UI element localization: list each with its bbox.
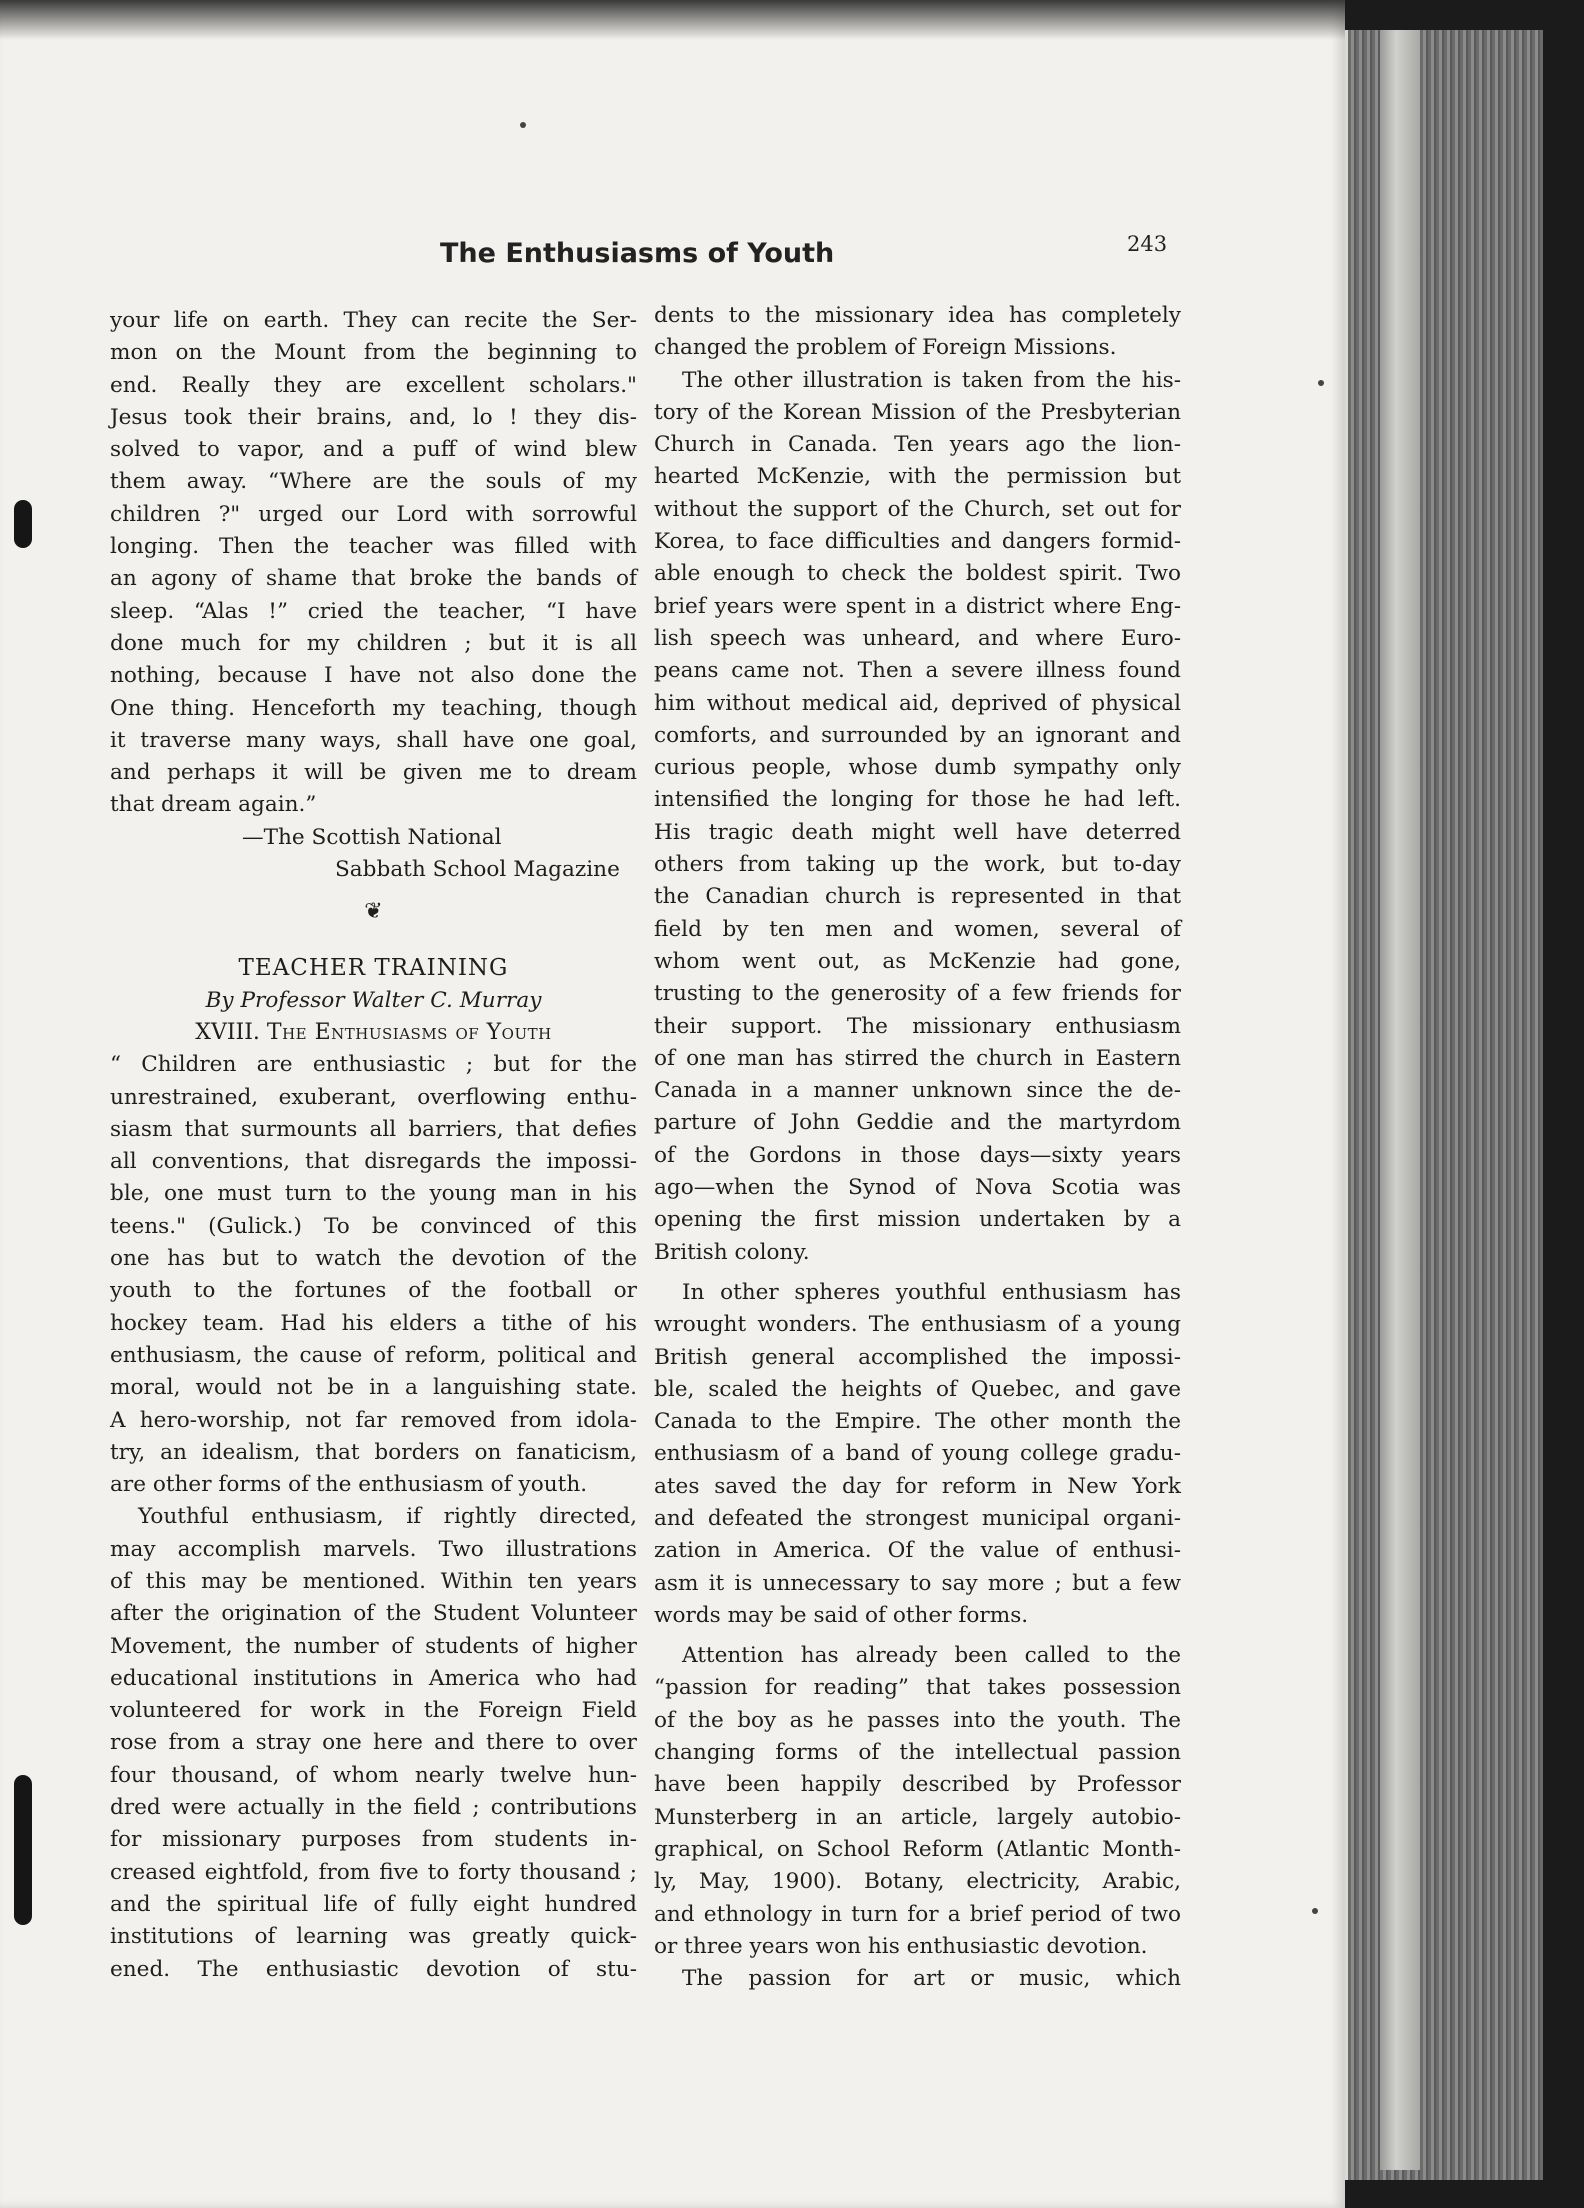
text-line: wrought wonders. The enthusiasm of a young <box>654 1312 1181 1338</box>
paragraph <box>110 1049 637 1501</box>
text-line: hockey team. Had his elders a tithe of his <box>110 1310 637 1336</box>
text-line: graphical, on School Reform (Atlantic Month- <box>654 1836 1181 1862</box>
text-line: “ Children are enthusiastic ; but for the <box>110 1052 637 1078</box>
text-line: try, an idealism, that borders on fanaticism, <box>110 1439 637 1465</box>
text-line: ble, one must turn to the young man in his <box>110 1181 637 1207</box>
text-line: The passion for art or music, which <box>682 1966 1181 1992</box>
text-line: or three years won his enthusiastic devotion. <box>654 1933 1148 1959</box>
text-line: zation in America. Of the value of enthusi- <box>654 1538 1181 1564</box>
chapter-number: XVIII. <box>195 1019 260 1045</box>
text-line: rose from a stray one here and there to over <box>110 1730 637 1756</box>
text-line: In other spheres youthful enthusiasm has <box>682 1279 1181 1305</box>
text-line: mon on the Mount from the beginning to <box>110 340 637 366</box>
text-line: that dream again.” <box>110 792 317 818</box>
page-number: 243 <box>1127 232 1168 256</box>
fleuron-ornament: ❦ <box>364 899 383 925</box>
text-line: changed the problem of Foreign Missions. <box>654 335 1117 361</box>
paragraph <box>654 1963 1181 1995</box>
running-title: The Enthusiasms of Youth <box>440 238 835 269</box>
text-line: lish speech was unheard, and where Euro- <box>654 625 1181 651</box>
text-line: of the boy as he passes into the youth. The <box>654 1707 1181 1733</box>
book-page-edge-highlight <box>1380 30 1420 2170</box>
text-line: His tragic death might well have deterred <box>654 819 1181 845</box>
text-line: have been happily described by Professor <box>654 1772 1181 1798</box>
text-line: of the Gordons in those days—sixty years <box>654 1142 1181 1168</box>
text-line: changing forms of the intellectual passion <box>654 1740 1181 1766</box>
text-line: volunteered for work in the Foreign Field <box>110 1698 637 1724</box>
text-line: parture of John Geddie and the martyrdom <box>654 1110 1181 1136</box>
text-line: enthusiasm, the cause of reform, political and <box>110 1342 637 1368</box>
speck <box>1318 380 1324 386</box>
text-line: creased eightfold, from five to forty thousand ; <box>110 1859 637 1885</box>
text-line: peans came not. Then a severe illness found <box>654 658 1181 684</box>
text-line: moral, would not be in a languishing state. <box>110 1375 637 1401</box>
paragraph <box>110 305 637 822</box>
text-line: Korea, to face difficulties and dangers formid- <box>654 529 1181 555</box>
text-line: without the support of the Church, set out for <box>654 496 1181 522</box>
text-line: “passion for reading” that takes possession <box>654 1675 1181 1701</box>
right-column <box>654 300 1181 1995</box>
paragraph <box>654 1640 1181 1963</box>
text-line: field by ten men and women, several of <box>654 916 1181 942</box>
text-line: asm it is unnecessary to say more ; but a few <box>654 1570 1181 1596</box>
text-line: dred were actually in the field ; contributions <box>110 1795 637 1821</box>
text-line: the Canadian church is represented in that <box>654 884 1181 910</box>
text-line: Movement, the number of students of higher <box>110 1633 637 1659</box>
text-line: One thing. Henceforth my teaching, though <box>110 695 637 721</box>
text-line: and the spiritual life of fully eight hundred <box>110 1891 637 1917</box>
text-line: brief years were spent in a district where Eng- <box>654 593 1181 619</box>
paragraph <box>654 300 1181 365</box>
text-line: educational institutions in America who had <box>110 1665 637 1691</box>
text-line: after the origination of the Student Volunteer <box>110 1601 637 1627</box>
text-line: an agony of shame that broke the bands of <box>110 566 637 592</box>
text-line: them away. “Where are the souls of my <box>110 469 637 495</box>
text-line: Canada in a manner unknown since the de- <box>654 1078 1181 1104</box>
speck <box>1312 1908 1318 1914</box>
text-line: may accomplish marvels. Two illustrations <box>110 1536 637 1562</box>
text-line: curious people, whose dumb sympathy only <box>654 755 1181 781</box>
text-line: institutions of learning was greatly quick- <box>110 1924 637 1950</box>
text-line: children ?" urged our Lord with sorrowful <box>110 501 637 527</box>
page-top-shadow <box>0 0 1345 40</box>
text-line: opening the first mission undertaken by a <box>654 1207 1181 1233</box>
text-line: it traverse many ways, shall have one goal, <box>110 727 637 753</box>
text-line: Munsterberg in an article, largely autobio- <box>654 1804 1181 1830</box>
text-line: unrestrained, exuberant, overflowing enthu- <box>110 1084 637 1110</box>
text-line: him without medical aid, deprived of physical <box>654 690 1181 716</box>
byline: By Professor Walter C. Murray <box>205 987 542 1013</box>
text-line: able enough to check the boldest spirit. Two <box>654 561 1181 587</box>
book-page-edges <box>1345 30 1543 2180</box>
text-line: British colony. <box>654 1239 810 1265</box>
chapter-title: The Enthusiasms of Youth <box>266 1019 552 1045</box>
text-line: The other illustration is taken from the his- <box>682 367 1181 393</box>
binding-hole <box>14 1775 32 1925</box>
text-line: Jesus took their brains, and, lo ! they dis- <box>110 404 637 430</box>
text-line: Attention has already been called to the <box>682 1643 1181 1669</box>
text-line: ble, scaled the heights of Quebec, and gave <box>654 1376 1181 1402</box>
text-line: words may be said of other forms. <box>654 1602 1029 1628</box>
section-heading: TEACHER TRAINING <box>238 955 509 982</box>
text-line: Church in Canada. Ten years ago the lion- <box>654 432 1181 458</box>
text-line: solved to vapor, and a puff of wind blew <box>110 437 637 463</box>
paragraph-gap <box>654 1632 1181 1640</box>
text-line: longing. Then the teacher was filled with <box>110 534 637 560</box>
paragraph <box>110 1501 637 1985</box>
text-line: others from taking up the work, but to-day <box>654 852 1181 878</box>
paragraph <box>654 365 1181 1269</box>
text-line: one has but to watch the devotion of the <box>110 1246 637 1272</box>
chapter-heading <box>110 1017 637 1049</box>
text-line: Youthful enthusiasm, if rightly directed, <box>138 1504 637 1530</box>
text-line: A hero-worship, not far removed from idola- <box>110 1407 637 1433</box>
text-line: and ethnology in turn for a brief period of two <box>654 1901 1181 1927</box>
binding-hole <box>14 500 32 548</box>
text-line: nothing, because I have not also done the <box>110 663 637 689</box>
text-line: trusting to the generosity of a few friends for <box>654 981 1181 1007</box>
text-line: ates saved the day for reform in New York <box>654 1473 1181 1499</box>
text-line: are other forms of the enthusiasm of youth. <box>110 1472 588 1498</box>
speck <box>520 122 526 128</box>
text-line: of this may be mentioned. Within ten years <box>110 1568 637 1594</box>
text-line: whom went out, as McKenzie had gone, <box>654 948 1181 974</box>
attribution: Sabbath School Magazine <box>335 857 620 883</box>
text-line: your life on earth. They can recite the Ser- <box>110 308 637 333</box>
text-line: done much for my children ; but it is all <box>110 630 637 656</box>
text-line: siasm that surmounts all barriers, that defies <box>110 1116 637 1142</box>
text-line: teens." (Gulick.) To be convinced of this <box>110 1213 637 1239</box>
text-line: four thousand, of whom nearly twelve hun- <box>110 1762 637 1788</box>
text-line: ened. The enthusiastic devotion of stu- <box>110 1956 637 1982</box>
text-line: and defeated the strongest municipal organi- <box>654 1505 1181 1531</box>
paragraph <box>654 1277 1181 1632</box>
text-line: for missionary purposes from students in- <box>110 1827 637 1853</box>
attribution: —The Scottish National <box>242 824 502 850</box>
text-line: all conventions, that disregards the impossi- <box>110 1149 637 1175</box>
text-line: and perhaps it will be given me to dream <box>110 760 637 786</box>
left-column <box>110 305 637 1986</box>
text-line: enthusiasm of a band of young college gradu- <box>654 1441 1181 1467</box>
text-line: British general accomplished the impossi- <box>654 1344 1181 1370</box>
text-line: of one man has stirred the church in Eastern <box>654 1045 1181 1071</box>
text-line: Canada to the Empire. The other month the <box>654 1409 1181 1435</box>
text-line: hearted McKenzie, with the permission but <box>654 464 1181 490</box>
text-line: dents to the missionary idea has completely <box>654 303 1181 328</box>
text-line: intensified the longing for those he had left. <box>654 787 1181 813</box>
text-line: comforts, and surrounded by an ignorant and <box>654 722 1181 748</box>
text-line: end. Really they are excellent scholars." <box>110 372 637 398</box>
text-line: ago—when the Synod of Nova Scotia was <box>654 1175 1181 1201</box>
text-line: their support. The missionary enthusiasm <box>654 1013 1181 1039</box>
text-line: youth to the fortunes of the football or <box>110 1278 637 1304</box>
text-line: tory of the Korean Mission of the Presbyterian <box>654 399 1181 425</box>
text-line: ly, May, 1900). Botany, electricity, Arabic, <box>654 1869 1181 1895</box>
paragraph-gap <box>654 1269 1181 1277</box>
text-line: sleep. “Alas !” cried the teacher, “I have <box>110 598 637 624</box>
